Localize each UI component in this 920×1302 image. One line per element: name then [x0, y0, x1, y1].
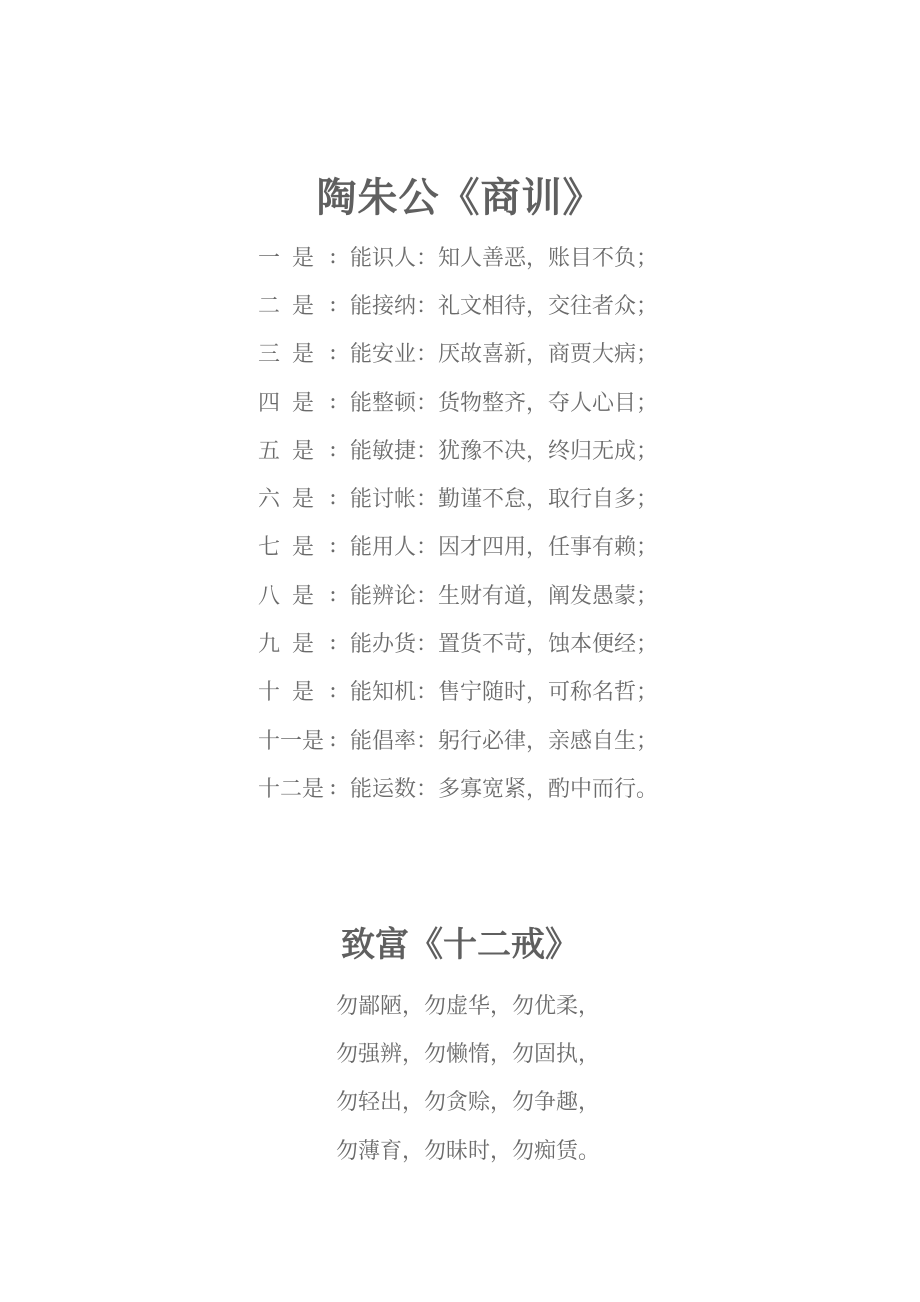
rule-row — [258, 522, 718, 570]
shierjie-lines-list — [336, 980, 656, 1173]
rule-number: 一 是 — [258, 245, 314, 271]
rule-text: 能辨论：生财有道，阐发愚蒙； — [350, 583, 659, 609]
rule-number: 十一是 — [258, 728, 325, 754]
rule-text: 能用人：因才四用，任事有赖； — [350, 535, 659, 561]
rule-colon: : — [329, 726, 337, 752]
rule-number: 五 是 — [258, 438, 314, 464]
rule-number: 八 是 — [258, 583, 314, 609]
admonition-line: 勿轻出，勿贪赊，勿争趣， — [336, 1090, 601, 1116]
rule-row — [258, 618, 718, 666]
rule-row — [258, 667, 718, 715]
rule-row — [258, 280, 718, 328]
rule-colon: : — [329, 774, 337, 800]
rule-number: 十二是 — [258, 776, 325, 802]
admonition-line: 勿鄙陋，勿虚华，勿优柔， — [336, 993, 601, 1019]
rule-text: 能知机：售宁随时，可称名哲； — [350, 680, 659, 706]
rule-text: 能办货：置货不苛，蚀本便经； — [350, 632, 659, 658]
rule-row — [258, 715, 718, 763]
admonition-line: 勿强辨，勿懒惰，勿固执， — [336, 1041, 601, 1067]
rule-colon: : — [329, 340, 337, 366]
rule-text: 能安业：厌故喜新，商贾大病； — [350, 342, 659, 368]
rule-number: 七 是 — [258, 535, 314, 561]
rule-number: 三 是 — [258, 342, 314, 368]
rule-number: 六 是 — [258, 487, 314, 513]
rule-text: 能整顿：货物整齐，夺人心目； — [350, 390, 659, 416]
rule-text: 能识人：知人善恶，账目不负； — [350, 245, 659, 271]
rule-text: 能接纳：礼文相待，交往者众； — [350, 293, 659, 319]
rule-row — [258, 570, 718, 618]
rule-colon: : — [329, 678, 337, 704]
rule-colon: : — [329, 485, 337, 511]
rule-number: 二 是 — [258, 293, 314, 319]
admonition-line: 勿薄育，勿昧时，勿痴赁。 — [336, 1138, 601, 1164]
rule-row — [258, 329, 718, 377]
rule-row — [258, 763, 718, 811]
rule-text: 能运数：多寡宽紧，酌中而行。 — [350, 776, 659, 802]
shierjie-title: 致富《十二戒》 — [341, 925, 579, 965]
rule-text: 能敏捷：犹豫不决，终归无成； — [350, 438, 659, 464]
rule-number: 九 是 — [258, 632, 314, 658]
rule-number: 十 是 — [258, 680, 314, 706]
rule-colon: : — [329, 533, 337, 559]
rule-row — [258, 473, 718, 521]
rule-number: 四 是 — [258, 390, 314, 416]
rule-text: 能讨帐：勤谨不怠，取行自多； — [350, 487, 659, 513]
rule-row — [258, 232, 718, 280]
rule-colon: : — [329, 291, 337, 317]
rule-colon: : — [329, 630, 337, 656]
rule-row — [258, 425, 718, 473]
shangxun-title: 陶朱公《商训》 — [316, 174, 604, 221]
rule-colon: : — [329, 243, 337, 269]
rule-text: 能倡率：躬行必律，亲感自生； — [350, 728, 659, 754]
rule-colon: : — [329, 388, 337, 414]
rule-row — [258, 377, 718, 425]
rule-colon: : — [329, 436, 337, 462]
shangxun-rules-list — [258, 232, 718, 812]
rule-colon: : — [329, 581, 337, 607]
